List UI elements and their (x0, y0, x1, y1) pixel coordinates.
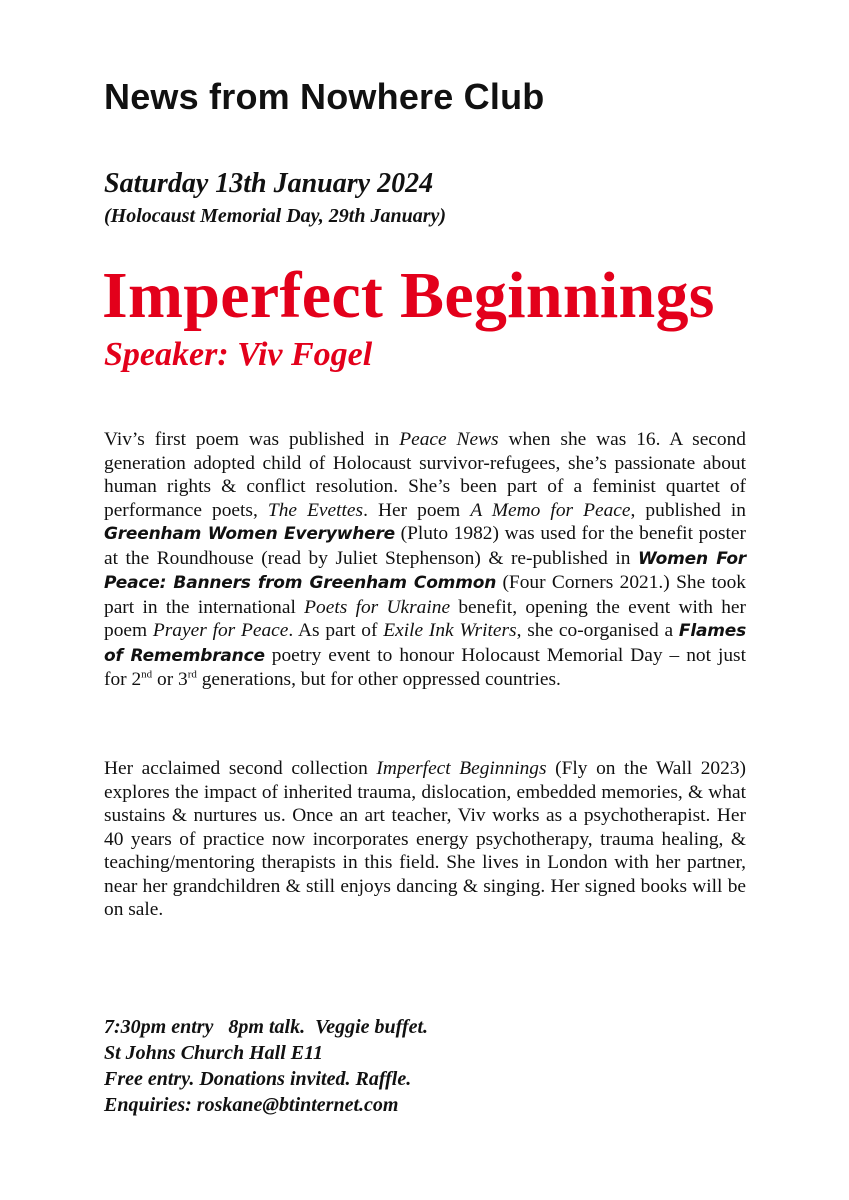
bio-text: , published in (630, 499, 746, 521)
club-name: News from Nowhere Club (104, 76, 545, 117)
poem-prayer-for-peace: Prayer for Peace (152, 620, 289, 641)
bio-text: (Fly on the Wall 2023) explores the impact of inherited trauma, dislocation, embedded memories, & what sustains & nurtures us. Once an art teacher, Viv works as a psychotherapist. Her 40 years of practice now incorporates energy psychotherapy, trauma healing, & teaching/mentoring therapists in this field. She lives in London with her partner, near her grandchildren & still enjoys dancing & singing. Her signed books will be on sale. (104, 758, 746, 920)
event-entry-info: Free entry. Donations invited. Raffle. (104, 1068, 412, 1090)
bio-text: poetry event to honour Holocaust Memorial Day – not just for 2 (104, 644, 746, 690)
event-title: Imperfect Beginnings (102, 259, 715, 332)
bio-paragraph-2 (104, 757, 746, 922)
event-title-text: Flames of Remembrance (104, 621, 746, 666)
bio-text: , she co-organised a (516, 620, 679, 641)
event-times: 7:30pm entry 8pm talk. Veggie buffet. (104, 1016, 429, 1038)
bio-text: generations, but for other oppressed countries. (196, 669, 561, 690)
publication-peace-news: Peace News (399, 429, 499, 450)
bio-text: (Four Corners 2021.) She took part in the international (104, 572, 746, 618)
bio-text: . As part of (288, 620, 384, 641)
group-the-evettes: The Evettes (267, 499, 364, 521)
event-details (104, 1014, 428, 1118)
bio-text: (Pluto 1982) was used for the benefit poster at the Roundhouse (read by Juliet Stephenson) & re-published in (104, 523, 746, 569)
ordinal-suffix: rd (187, 668, 197, 681)
book-imperfect-beginnings: Imperfect Beginnings (376, 758, 547, 779)
bio-paragraph-1 (104, 428, 746, 692)
book-title-text: Greenham Women Everywhere (104, 524, 395, 544)
ordinal-suffix: nd (141, 668, 153, 681)
bio-text: or 3 (152, 669, 188, 690)
book-greenham-women-everywhere (104, 524, 395, 544)
bio-text: Her acclaimed second collection (104, 758, 377, 779)
event-date: Saturday 13th January 2024 (104, 168, 434, 199)
bio-text: when she was 16. A second generation adopted child of Holocaust survivor-refugees, she’s passionate about human rights & conflict resolution. She’s been part of a feminist quartet of performance poets, (104, 429, 746, 521)
bio-text: Viv’s first poem was published in (104, 429, 400, 450)
bio-text: . Her poem (363, 499, 471, 521)
bio-text: benefit, opening the event with her poem (104, 596, 746, 641)
memorial-day-note: (Holocaust Memorial Day, 29th January) (104, 205, 447, 227)
poem-a-memo-for-peace: A Memo for Peace (470, 499, 631, 521)
speaker-name: Speaker: Viv Fogel (104, 336, 373, 373)
event-venue: St Johns Church Hall E11 (104, 1042, 323, 1064)
event-poets-for-ukraine: Poets for Ukraine (304, 596, 451, 618)
group-exile-ink-writers: Exile Ink Writers (383, 620, 517, 641)
book-title-text: Women For Peace: Banners from Greenham Common (104, 548, 746, 593)
enquiries-email: Enquiries: roskane@btinternet.com (104, 1094, 399, 1116)
